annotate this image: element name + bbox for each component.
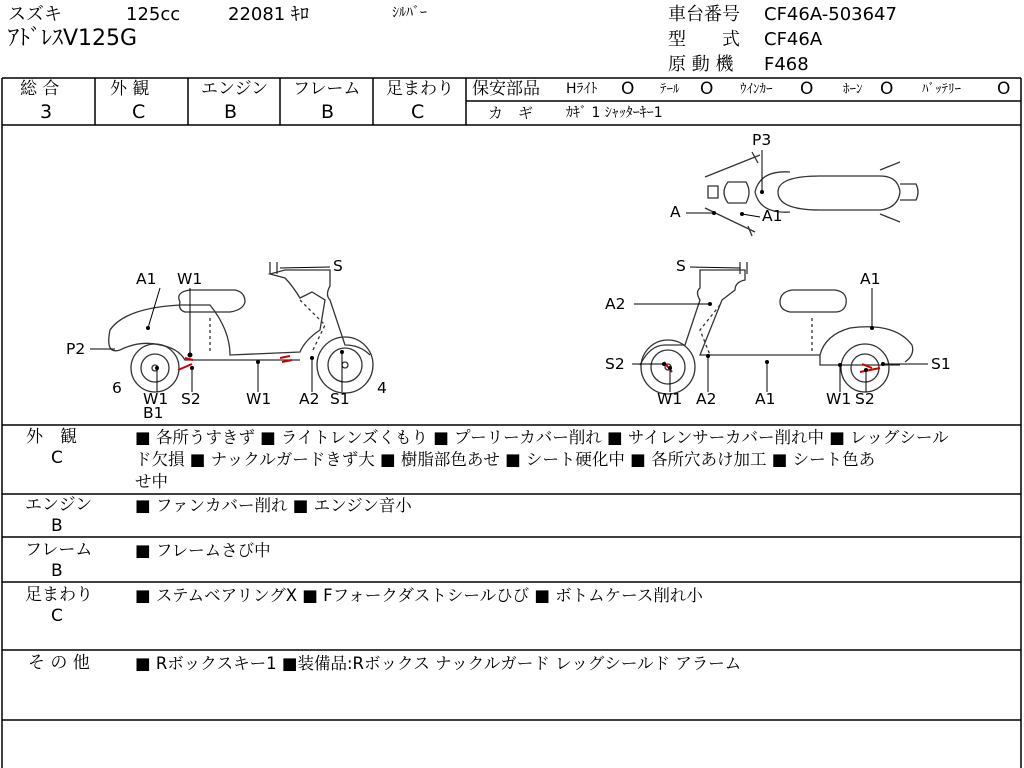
label-l-s2: S2 xyxy=(181,390,201,408)
label-l-s1: S1 xyxy=(330,390,350,408)
safety-item-battery: ﾊﾞｯﾃﾘｰ xyxy=(922,82,961,97)
scooter-top-diagram xyxy=(705,152,918,236)
grade-value-frame: B xyxy=(321,101,335,123)
remark-label-other: そ の 他 xyxy=(28,653,90,673)
safety-mark-tail: O xyxy=(700,79,714,99)
mileage: 22081 ｷﾛ xyxy=(228,4,309,25)
remark-text-exterior-2: ド欠損 ■ ナックルガードきず大 ■ 樹脂部色あせ ■ シート硬化中 ■ 各所穴あけ加工 ■ シート色あ xyxy=(135,450,876,469)
grade-label-overall: 総 合 xyxy=(20,79,60,99)
label-l-w1-mid: W1 xyxy=(246,390,272,408)
frame-no: CF46A-503647 xyxy=(764,4,897,25)
label-r-a1-low: A1 xyxy=(755,390,776,408)
type-label: 型 式 xyxy=(668,29,740,50)
remark-grade-engine: B xyxy=(51,516,63,536)
engine-value: F468 xyxy=(764,54,809,75)
safety-item-headlight: Hﾗｲﾄ xyxy=(566,81,598,97)
label-r-w1-rear: W1 xyxy=(826,390,852,408)
remark-label-exterior: 外 観 xyxy=(26,427,77,447)
label-t-p3: P3 xyxy=(752,131,772,149)
grade-value-suspension: C xyxy=(411,101,425,123)
remark-grade-exterior: C xyxy=(51,448,63,468)
safety-mark-winker: O xyxy=(800,79,814,99)
grade-value-exterior: C xyxy=(132,101,146,123)
displacement: 125cc xyxy=(126,4,181,25)
grade-value-overall: 3 xyxy=(40,101,53,123)
key-label: カ ギ xyxy=(488,104,534,122)
remark-text-exterior-1: ■ 各所うすきず ■ ライトレンズくもり ■ プーリーカバー削れ ■ サイレンサーカバー削れ中 ■ レッグシール xyxy=(135,428,949,447)
label-l-p2: P2 xyxy=(66,340,86,358)
remark-text-exterior-3: せ中 xyxy=(135,472,168,491)
label-l-a2: A2 xyxy=(299,390,320,408)
label-r-s1: S1 xyxy=(931,355,951,373)
grade-label-suspension: 足まわり xyxy=(386,79,454,99)
remark-grade-frame: B xyxy=(51,561,63,581)
label-l-w1: W1 xyxy=(177,270,203,288)
label-l-s: S xyxy=(333,257,343,275)
safety-item-tail: ﾃｰﾙ xyxy=(660,82,680,97)
remark-grade-suspension: C xyxy=(51,606,63,626)
label-r-a2: A2 xyxy=(605,295,626,313)
safety-item-winker: ｳｲﾝｶｰ xyxy=(740,82,773,97)
remark-label-engine: エンジン xyxy=(25,495,93,515)
remark-text-suspension: ■ ステムベアリングX ■ Fフォークダストシールひび ■ ボトムケース削れ小 xyxy=(135,586,703,605)
label-t-a: A xyxy=(670,203,681,221)
label-r-s2: S2 xyxy=(605,355,625,373)
safety-mark-battery: O xyxy=(997,79,1011,99)
label-r-a2-low: A2 xyxy=(696,390,717,408)
label-l-w1-front: W1 xyxy=(143,390,169,408)
grade-label-engine: エンジン xyxy=(201,79,269,99)
label-t-a1: A1 xyxy=(762,207,783,225)
safety-mark-headlight: O xyxy=(621,79,635,99)
key-value: ｶｷﾞ 1 ｼｬｯﾀｰｷｰ1 xyxy=(566,105,663,121)
type-value: CF46A xyxy=(764,29,823,50)
label-l-6: 6 xyxy=(112,379,122,397)
label-l-b1: B1 xyxy=(143,404,164,422)
remark-text-engine: ■ ファンカバー削れ ■ エンジン音小 xyxy=(135,496,412,515)
remark-text-other: ■ Rボックスキー1 ■装備品:Rボックス ナックルガード レッグシールド アラーム xyxy=(135,654,742,673)
label-l-4: 4 xyxy=(377,379,387,397)
label-r-a1: A1 xyxy=(860,270,881,288)
safety-title: 保安部品 xyxy=(472,79,540,99)
label-r-w1: W1 xyxy=(657,390,683,408)
engine-label: 原 動 機 xyxy=(668,54,734,75)
label-r-s: S xyxy=(676,257,686,275)
safety-mark-horn: O xyxy=(880,79,894,99)
color: ｼﾙﾊﾞｰ xyxy=(392,5,427,21)
model-name: ｱﾄﾞﾚｽV125G xyxy=(8,26,138,51)
grade-label-exterior: 外 観 xyxy=(110,79,150,99)
remark-label-frame: フレーム xyxy=(25,540,93,560)
label-r-s2-rear: S2 xyxy=(855,390,875,408)
safety-item-horn: ﾎｰﾝ xyxy=(843,82,863,97)
remark-label-suspension: 足まわり xyxy=(25,585,93,605)
label-l-a1: A1 xyxy=(136,270,157,288)
frame-no-label: 車台番号 xyxy=(668,4,740,25)
remark-text-frame: ■ フレームさび中 xyxy=(135,541,271,560)
grade-label-frame: フレーム xyxy=(293,79,361,99)
maker: スズキ xyxy=(8,4,62,25)
grade-value-engine: B xyxy=(224,101,238,123)
